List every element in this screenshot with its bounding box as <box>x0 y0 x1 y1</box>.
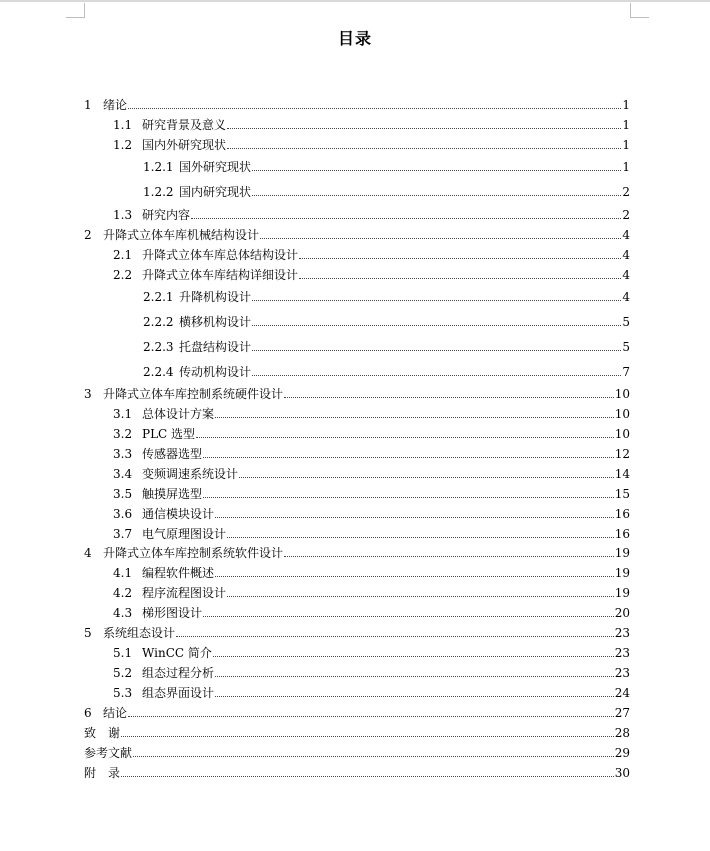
dot-leader <box>215 516 614 518</box>
dot-leader <box>252 169 621 171</box>
toc-entry[interactable] <box>84 724 630 742</box>
toc-entry-title: 国内研究现状 <box>179 185 252 199</box>
toc-entry-page-number: 24 <box>614 686 630 700</box>
toc-entry-title: WinCC 简介 <box>142 646 212 660</box>
toc-entry[interactable] <box>84 206 630 224</box>
toc-entry-number: 5.1 <box>113 646 133 660</box>
toc-entry-page-number: 30 <box>614 766 630 780</box>
toc-entry[interactable] <box>84 445 630 463</box>
dot-leader <box>252 299 621 301</box>
toc-entry[interactable] <box>84 644 630 662</box>
dot-leader <box>284 555 614 557</box>
toc-entry-number: 1.3 <box>113 208 133 222</box>
toc-entry-title: 梯形图设计 <box>142 606 203 620</box>
toc-entry-number: 5.2 <box>113 666 133 680</box>
toc-entry-title: 组态界面设计 <box>142 686 215 700</box>
dot-leader <box>239 476 614 478</box>
toc-entry-page-number: 20 <box>614 606 630 620</box>
margin-corner-mark-right <box>630 3 649 18</box>
toc-entry[interactable] <box>84 158 630 176</box>
toc-entry-number: 4.1 <box>113 566 133 580</box>
toc-entry[interactable] <box>84 116 630 134</box>
dot-leader <box>227 147 621 149</box>
toc-entry-number: 2.2.3 <box>143 340 174 354</box>
toc-entry-page-number: 28 <box>614 726 630 740</box>
toc-entry-page-number: 2 <box>622 208 630 222</box>
toc-entry-number: 3.4 <box>113 467 133 481</box>
toc-entry-number: 3.6 <box>113 507 133 521</box>
toc-entry-page-number: 5 <box>622 315 630 329</box>
toc-entry-title: 升降式立体车库结构详细设计 <box>142 268 299 282</box>
dot-leader <box>260 237 621 239</box>
toc-entry[interactable] <box>84 624 630 642</box>
toc-entry-page-number: 16 <box>614 527 630 541</box>
toc-entry[interactable] <box>84 266 630 284</box>
dot-leader <box>133 755 614 757</box>
toc-entry-number: 1.2.2 <box>143 185 174 199</box>
toc-entry-title: 组态过程分析 <box>142 666 215 680</box>
toc-entry-page-number: 10 <box>614 407 630 421</box>
toc-entry[interactable] <box>84 183 630 201</box>
toc-entry-page-number: 23 <box>614 666 630 680</box>
toc-entry-title: PLC 选型 <box>142 427 196 441</box>
toc-entry-number: 3 <box>84 387 92 401</box>
toc-entry-page-number: 1 <box>622 138 630 152</box>
toc-entry[interactable] <box>84 288 630 306</box>
dot-leader <box>215 575 614 577</box>
toc-entry-page-number: 14 <box>614 467 630 481</box>
toc-entry-title: 升降式立体车库控制系统硬件设计 <box>103 387 284 401</box>
dot-leader <box>227 536 614 538</box>
dot-leader <box>196 436 614 438</box>
dot-leader <box>252 324 621 326</box>
toc-entry[interactable] <box>84 96 630 114</box>
toc-entry-page-number: 2 <box>622 185 630 199</box>
toc-entry-title: 国内外研究现状 <box>142 138 227 152</box>
toc-entry-title: 系统组态设计 <box>103 626 176 640</box>
toc-entry-page-number: 23 <box>614 626 630 640</box>
toc-entry-number: 2.2.4 <box>143 365 174 379</box>
dot-leader <box>203 456 614 458</box>
toc-entry-number: 2.2 <box>113 268 133 282</box>
toc-entry-number: 5 <box>84 626 92 640</box>
toc-entry-title: 横移机构设计 <box>179 315 252 329</box>
margin-corner-mark-left <box>66 3 85 18</box>
dot-leader <box>299 257 621 259</box>
toc-entry[interactable] <box>84 465 630 483</box>
toc-entry-page-number: 7 <box>622 365 630 379</box>
dot-leader <box>121 735 614 737</box>
dot-leader <box>203 496 614 498</box>
toc-entry[interactable] <box>84 744 630 762</box>
toc-entry-page-number: 4 <box>622 228 630 242</box>
toc-entry-number: 1.2.1 <box>143 160 174 174</box>
toc-entry-number: 2.2.1 <box>143 290 174 304</box>
toc-entry-title: 总体设计方案 <box>142 407 215 421</box>
toc-entry-title: 结论 <box>103 706 128 720</box>
toc-entry[interactable] <box>84 385 630 403</box>
toc-entry-page-number: 10 <box>614 387 630 401</box>
dot-leader <box>203 615 614 617</box>
dot-leader <box>215 695 614 697</box>
toc-entry-title: 通信模块设计 <box>142 507 215 521</box>
toc-entry[interactable] <box>84 338 630 356</box>
toc-entry[interactable] <box>84 226 630 244</box>
toc-entry[interactable] <box>84 363 630 381</box>
toc-entry[interactable] <box>84 584 630 602</box>
toc-entry[interactable] <box>84 313 630 331</box>
dot-leader <box>176 635 614 637</box>
toc-entry-title: 附 录 <box>84 766 121 780</box>
dot-leader <box>227 127 621 129</box>
toc-entry-number: 2.2.2 <box>143 315 174 329</box>
toc-entry-number: 3.1 <box>113 407 133 421</box>
toc-entry-title: 致 谢 <box>84 726 121 740</box>
toc-entry[interactable] <box>84 604 630 622</box>
toc-entry-number: 1.2 <box>113 138 133 152</box>
toc-entry-page-number: 5 <box>622 340 630 354</box>
toc-entry[interactable] <box>84 684 630 702</box>
toc-entry-page-number: 1 <box>622 160 630 174</box>
dot-leader <box>252 349 621 351</box>
toc-entry-title: 变频调速系统设计 <box>142 467 239 481</box>
dot-leader <box>252 374 621 376</box>
dot-leader <box>213 655 614 657</box>
toc-entry-page-number: 4 <box>622 268 630 282</box>
toc-entry-number: 4 <box>84 546 92 560</box>
toc-entry-page-number: 1 <box>622 98 630 112</box>
toc-entry-page-number: 19 <box>614 566 630 580</box>
toc-entry-number: 3.2 <box>113 427 133 441</box>
dot-leader <box>284 396 614 398</box>
dot-leader <box>215 675 614 677</box>
toc-entry-number: 6 <box>84 706 92 720</box>
toc-entry[interactable] <box>84 136 630 154</box>
toc-entry-number: 1.1 <box>113 118 133 132</box>
toc-entry[interactable] <box>84 544 630 562</box>
toc-entry-title: 程序流程图设计 <box>142 586 227 600</box>
toc-entry-title: 触摸屏选型 <box>142 487 203 501</box>
toc-entry[interactable] <box>84 485 630 503</box>
toc-entry-page-number: 15 <box>614 487 630 501</box>
dot-leader <box>227 595 614 597</box>
toc-entry-title: 研究背景及意义 <box>142 118 227 132</box>
dot-leader <box>191 217 621 219</box>
page-top-edge <box>0 0 710 2</box>
dot-leader <box>252 194 621 196</box>
dot-leader <box>121 775 614 777</box>
dot-leader <box>128 715 614 717</box>
toc-entry-page-number: 27 <box>614 706 630 720</box>
toc-entry-number: 4.3 <box>113 606 133 620</box>
toc-entry[interactable] <box>84 246 630 264</box>
toc-entry-page-number: 1 <box>622 118 630 132</box>
toc-entry-title: 参考文献 <box>84 746 133 760</box>
toc-entry-number: 2.1 <box>113 248 133 262</box>
toc-entry-page-number: 23 <box>614 646 630 660</box>
toc-entry-title: 电气原理图设计 <box>142 527 227 541</box>
toc-entry[interactable] <box>84 405 630 423</box>
toc-entry-page-number: 4 <box>622 248 630 262</box>
toc-entry-title: 升降机构设计 <box>179 290 252 304</box>
toc-entry-title: 升降式立体车库控制系统软件设计 <box>103 546 284 560</box>
toc-entry-title: 传动机构设计 <box>179 365 252 379</box>
toc-entry-page-number: 16 <box>614 507 630 521</box>
toc-entry-title: 托盘结构设计 <box>179 340 252 354</box>
toc-entry-title: 升降式立体车库机械结构设计 <box>103 228 260 242</box>
toc-entry[interactable] <box>84 664 630 682</box>
toc-entry-number: 1 <box>84 98 92 112</box>
toc-entry-page-number: 29 <box>614 746 630 760</box>
toc-entry-title: 传感器选型 <box>142 447 203 461</box>
toc-entry[interactable] <box>84 425 630 443</box>
dot-leader <box>299 277 621 279</box>
toc-entry-page-number: 12 <box>614 447 630 461</box>
toc-entry-page-number: 4 <box>622 290 630 304</box>
toc-entry-title: 国外研究现状 <box>179 160 252 174</box>
toc-entry-title: 研究内容 <box>142 208 191 222</box>
toc-entry[interactable] <box>84 704 630 722</box>
page-title: 目录 <box>337 29 372 48</box>
dot-leader <box>128 107 621 109</box>
toc-entry-number: 3.5 <box>113 487 133 501</box>
toc-entry-number: 2 <box>84 228 92 242</box>
toc-entry-title: 升降式立体车库总体结构设计 <box>142 248 299 262</box>
toc-entry-page-number: 10 <box>614 427 630 441</box>
toc-entry[interactable] <box>84 564 630 582</box>
toc-entry[interactable] <box>84 525 630 543</box>
toc-entry[interactable] <box>84 505 630 523</box>
toc-entry-title: 绪论 <box>103 98 128 112</box>
dot-leader <box>215 416 614 418</box>
toc-entry-number: 5.3 <box>113 686 133 700</box>
toc-entry-number: 3.3 <box>113 447 133 461</box>
toc-entry[interactable] <box>84 764 630 782</box>
toc-entry-page-number: 19 <box>614 546 630 560</box>
toc-entry-page-number: 19 <box>614 586 630 600</box>
toc-entry-number: 3.7 <box>113 527 133 541</box>
toc-entry-title: 编程软件概述 <box>142 566 215 580</box>
toc-entry-number: 4.2 <box>113 586 133 600</box>
